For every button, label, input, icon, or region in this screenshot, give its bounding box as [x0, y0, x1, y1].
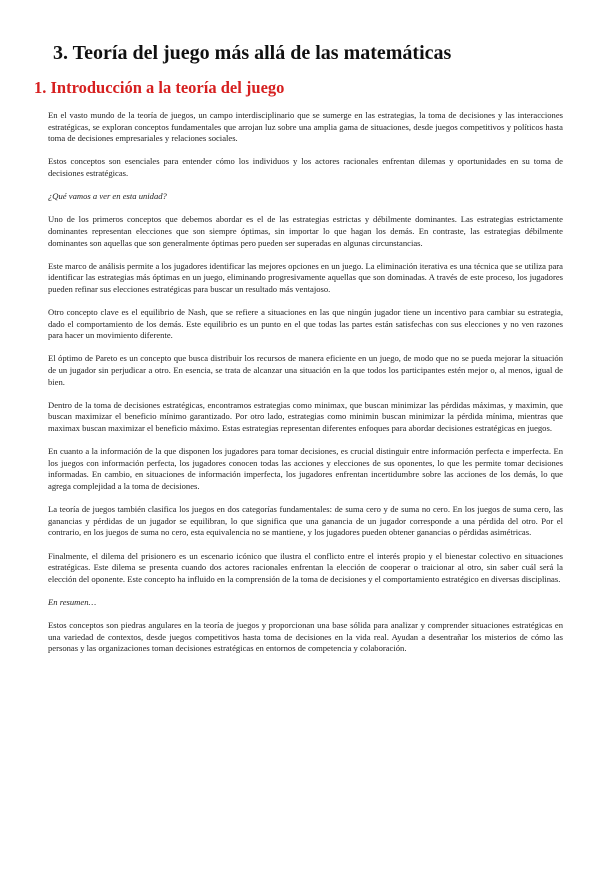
paragraph-intro: En el vasto mundo de la teoría de juegos, un campo interdisciplinario que se sumerge en las estrategias, la toma de decisiones y las interacciones estratégicas, se exploran conceptos fundamentales que arrojan luz sobre una amplia gama de situaciones, desde juegos competitivos y políticos hasta toma de decisiones empresariales y relaciones sociales.	[48, 110, 563, 144]
page-title: 3. Teoría del juego más allá de las matemáticas	[53, 42, 452, 64]
paragraph-information: En cuanto a la información de la que disponen los jugadores para tomar decisiones, es crucial distinguir entre información perfecta e imperfecta. En los juegos con información perfecta, los jugadores conocen todas las acciones y elecciones de sus oponentes, lo que les permite tomar decisiones informadas. En cambio, en situaciones de información imperfecta, los jugadores enfrentan incertidumbre sobre las acciones de los demás, lo que agrega complejidad a la toma de decisiones.	[48, 446, 563, 491]
body-text	[48, 110, 563, 655]
section-heading: 1. Introducción a la teoría del juego	[34, 78, 285, 97]
paragraph-nash-equilibrium: Otro concepto clave es el equilibrio de Nash, que se refiere a situaciones en las que ningún jugador tiene un incentivo para cambiar su estrategia, dado el comportamiento de los demás. Este equilibrio es un punto en el que todas las partes están satisfechas con sus elecciones y no ven razones para hacer un movimiento diferente.	[48, 307, 563, 341]
document-page	[0, 41, 600, 889]
paragraph-minimax-strategies: Dentro de la toma de decisiones estratégicas, encontramos estrategias como minimax, que buscan minimizar las pérdidas máximas, y maximin, que buscan maximizar el beneficio mínimo garantizado. Por otro lado, estrategias como minimin buscan minimizar la pérdida mínima, mientras que maximax buscan maximizar el beneficio máximo. Estas estrategias representan diferentes enfoques para abordar decisiones estratégicas en juegos.	[48, 399, 563, 434]
paragraph-concepts: Estos conceptos son esenciales para entender cómo los individuos y los actores racionales enfrentan dilemas y oportunidades en su toma de decisiones estratégicas.	[48, 156, 563, 178]
unit-question: ¿Qué vamos a ver en esta unidad?	[48, 191, 167, 202]
paragraph-iterative-elimination: Este marco de análisis permite a los jugadores identificar las mejores opciones en un juego. La eliminación iterativa es una técnica que se utiliza para identificar las estrategias más óptimas en un juego, eliminando progresivamente aquellas que son dominadas. A través de este proceso, los jugadores pueden refinar sus elecciones estratégicas para buscar un resultado más ventajoso.	[48, 260, 563, 294]
paragraph-summary: Estos conceptos son piedras angulares en la teoría de juegos y proporcionan una base sólida para analizar y comprender situaciones estratégicas en una variedad de contextos, desde juegos competitivos hasta toma de decisiones en la vida real. Ayudan a desentrañar los misterios de cómo las personas y las organizaciones toman decisiones estratégicas en entornos de competencia y colaboración.	[48, 620, 563, 654]
summary-label: En resumen…	[48, 596, 97, 607]
paragraph-pareto-optimum: El óptimo de Pareto es un concepto que busca distribuir los recursos de manera eficiente en un juego, de modo que no se pueda mejorar la situación de un jugador sin perjudicar a otro. En esencia, se trata de alcanzar una situación en la que todos los participantes estén mejor o, al menos, igual de bien.	[48, 353, 563, 387]
paragraph-zero-sum: La teoría de juegos también clasifica los juegos en dos categorías fundamentales: de suma cero y de suma no cero. En los juegos de suma cero, las ganancias y pérdidas de un jugador se equilibran, lo que significa que una ganancia de un jugador corresponde a una pérdida del otro. Por el contrario, en los juegos de suma no cero, esta equivalencia no se mantiene, y los jugadores pueden obtener ganancias o pérdidas asimétricas.	[48, 504, 563, 538]
paragraph-dominant-strategies: Uno de los primeros conceptos que debemos abordar es el de las estrategias estrictas y débilmente dominantes. Las estrategias estrictamente dominantes representan elecciones que son siempre óptimas, sin importar lo que hagan los demás. En contraste, las estrategias débilmente dominantes son aquellas que son generalmente óptimas pero pueden ser superadas en algunas circunstancias.	[48, 214, 563, 248]
paragraph-prisoners-dilemma: Finalmente, el dilema del prisionero es un escenario icónico que ilustra el conflicto entre el interés propio y el bienestar colectivo en situaciones estratégicas. Este dilema se presenta cuando dos actores racionales enfrentan la elección de cooperar o traicionar al otro, sin saber cuál será la elección del oponente. Este concepto ha influido en la comprensión de la toma de decisiones y el comportamiento estratégico en diversas disciplinas.	[48, 550, 563, 584]
